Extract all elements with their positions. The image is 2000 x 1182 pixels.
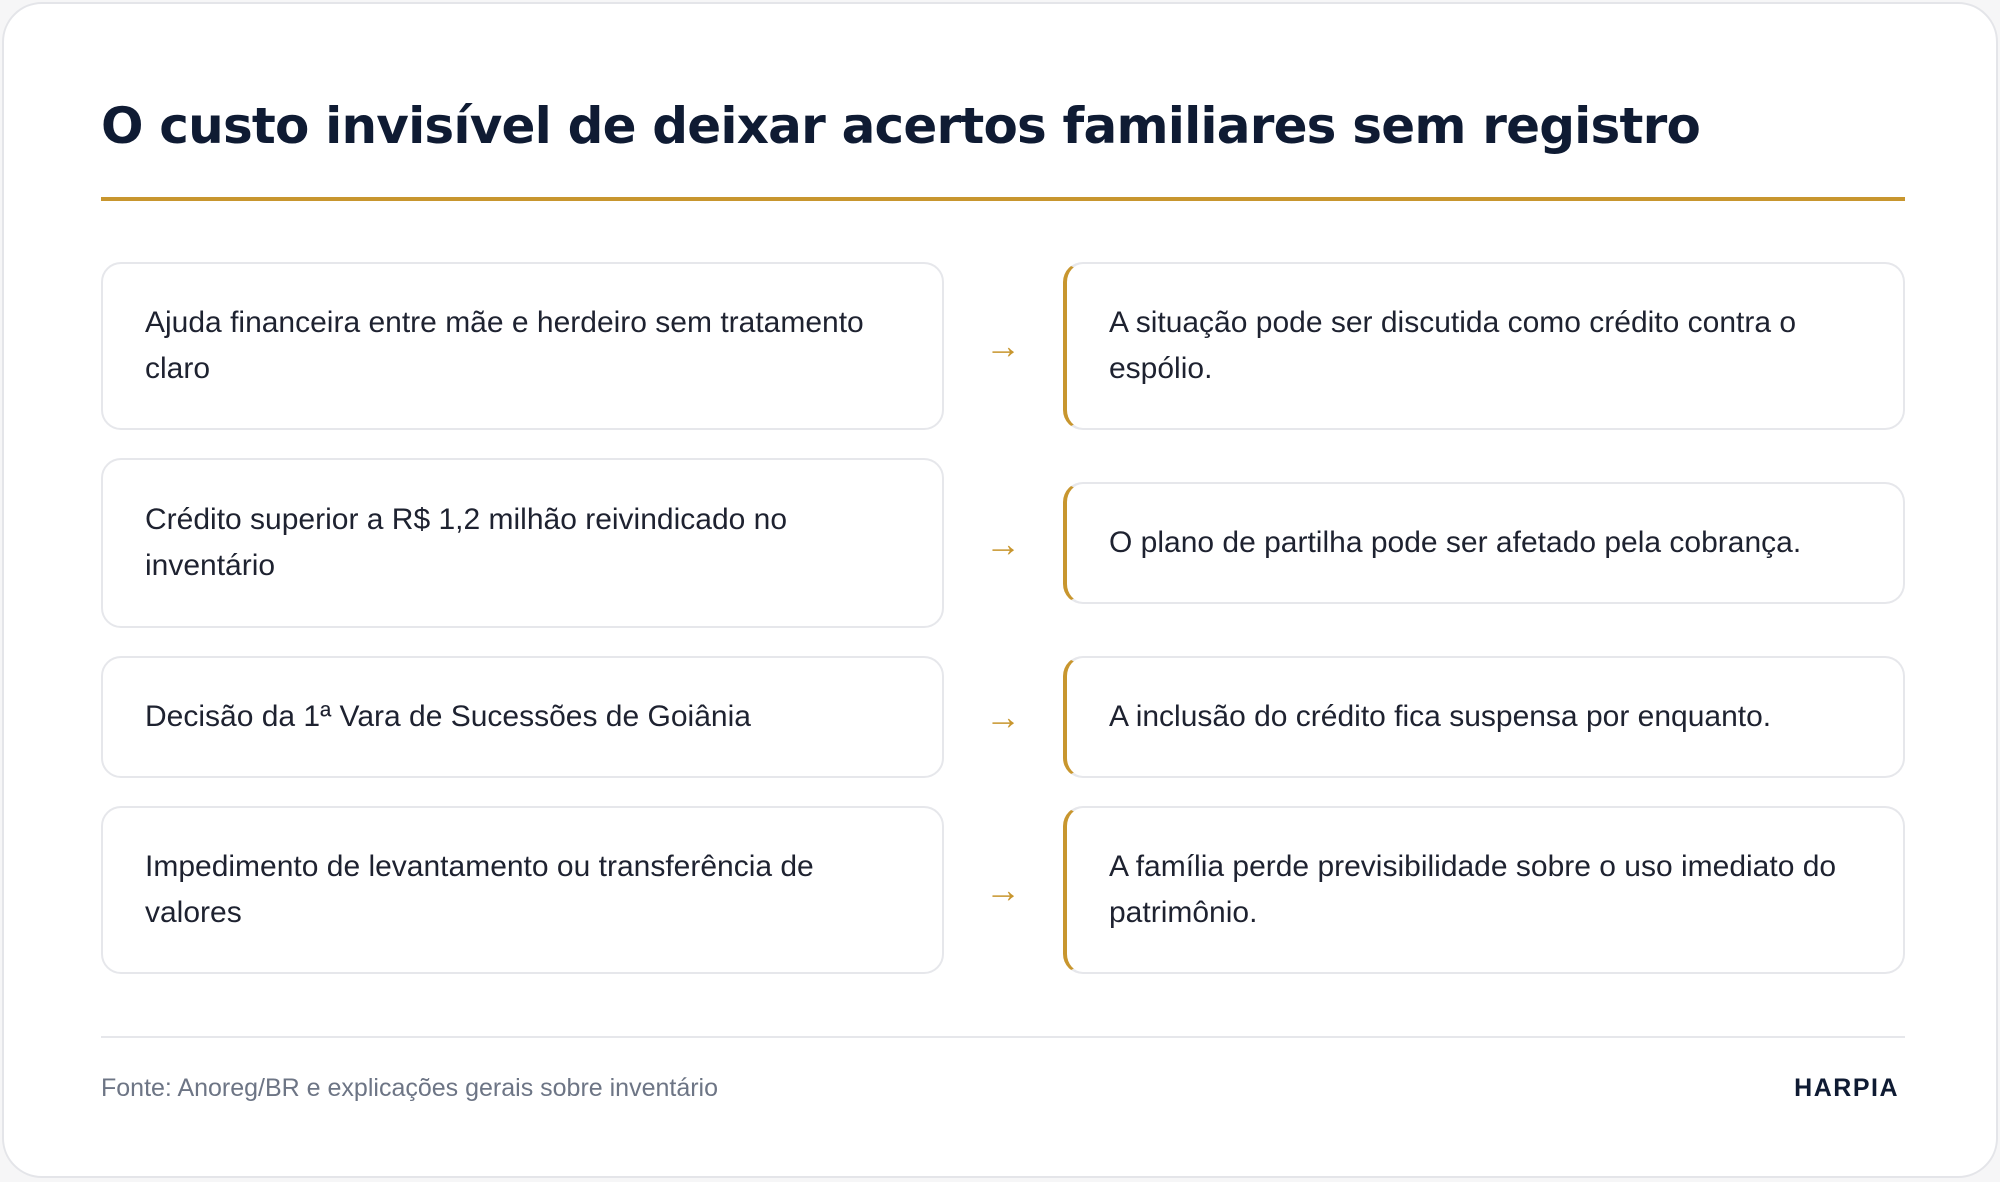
cause-effect-row-1: [101, 262, 1905, 430]
cause-text: Decisão da 1ª Vara de Sucessões de Goiânia: [145, 700, 751, 733]
effect-text: A inclusão do crédito fica suspensa por enquanto.: [1109, 700, 1772, 733]
cause-effect-row-3: [101, 656, 1905, 778]
page-title: O custo invisível de deixar acertos familiares sem registro: [101, 97, 1700, 155]
effect-box: [1063, 656, 1905, 778]
footer-divider: [101, 1036, 1905, 1038]
effect-box: [1063, 806, 1905, 974]
source-note: Fonte: Anoreg/BR e explicações gerais sobre inventário: [101, 1074, 719, 1102]
cause-box: [101, 262, 944, 430]
cause-text: Impedimento de levantamento ou transferência de valores: [145, 850, 814, 929]
brand-logo: HARPIA: [1794, 1074, 1899, 1102]
cause-effect-row-2: [101, 458, 1905, 628]
infographic-card: [2, 2, 1998, 1178]
effect-box: [1063, 262, 1905, 430]
title-divider: [101, 197, 1905, 201]
cause-text: Ajuda financeira entre mãe e herdeiro sem tratamento claro: [145, 306, 864, 385]
cause-text: Crédito superior a R$ 1,2 milhão reivindicado no inventário: [145, 503, 788, 582]
effect-text: A situação pode ser discutida como crédito contra o espólio.: [1109, 306, 1797, 385]
effect-text: O plano de partilha pode ser afetado pela cobrança.: [1109, 526, 1802, 559]
arrow-right-icon: →: [985, 696, 1021, 737]
effect-box: [1063, 482, 1905, 604]
cause-box: [101, 656, 944, 778]
arrow-right-icon: →: [985, 325, 1021, 366]
cause-box: [101, 806, 944, 974]
cause-effect-row-4: [101, 806, 1905, 974]
arrow-right-icon: →: [985, 869, 1021, 910]
cause-box: [101, 458, 944, 628]
effect-text: A família perde previsibilidade sobre o uso imediato do patrimônio.: [1109, 850, 1837, 929]
arrow-right-icon: →: [985, 523, 1021, 564]
